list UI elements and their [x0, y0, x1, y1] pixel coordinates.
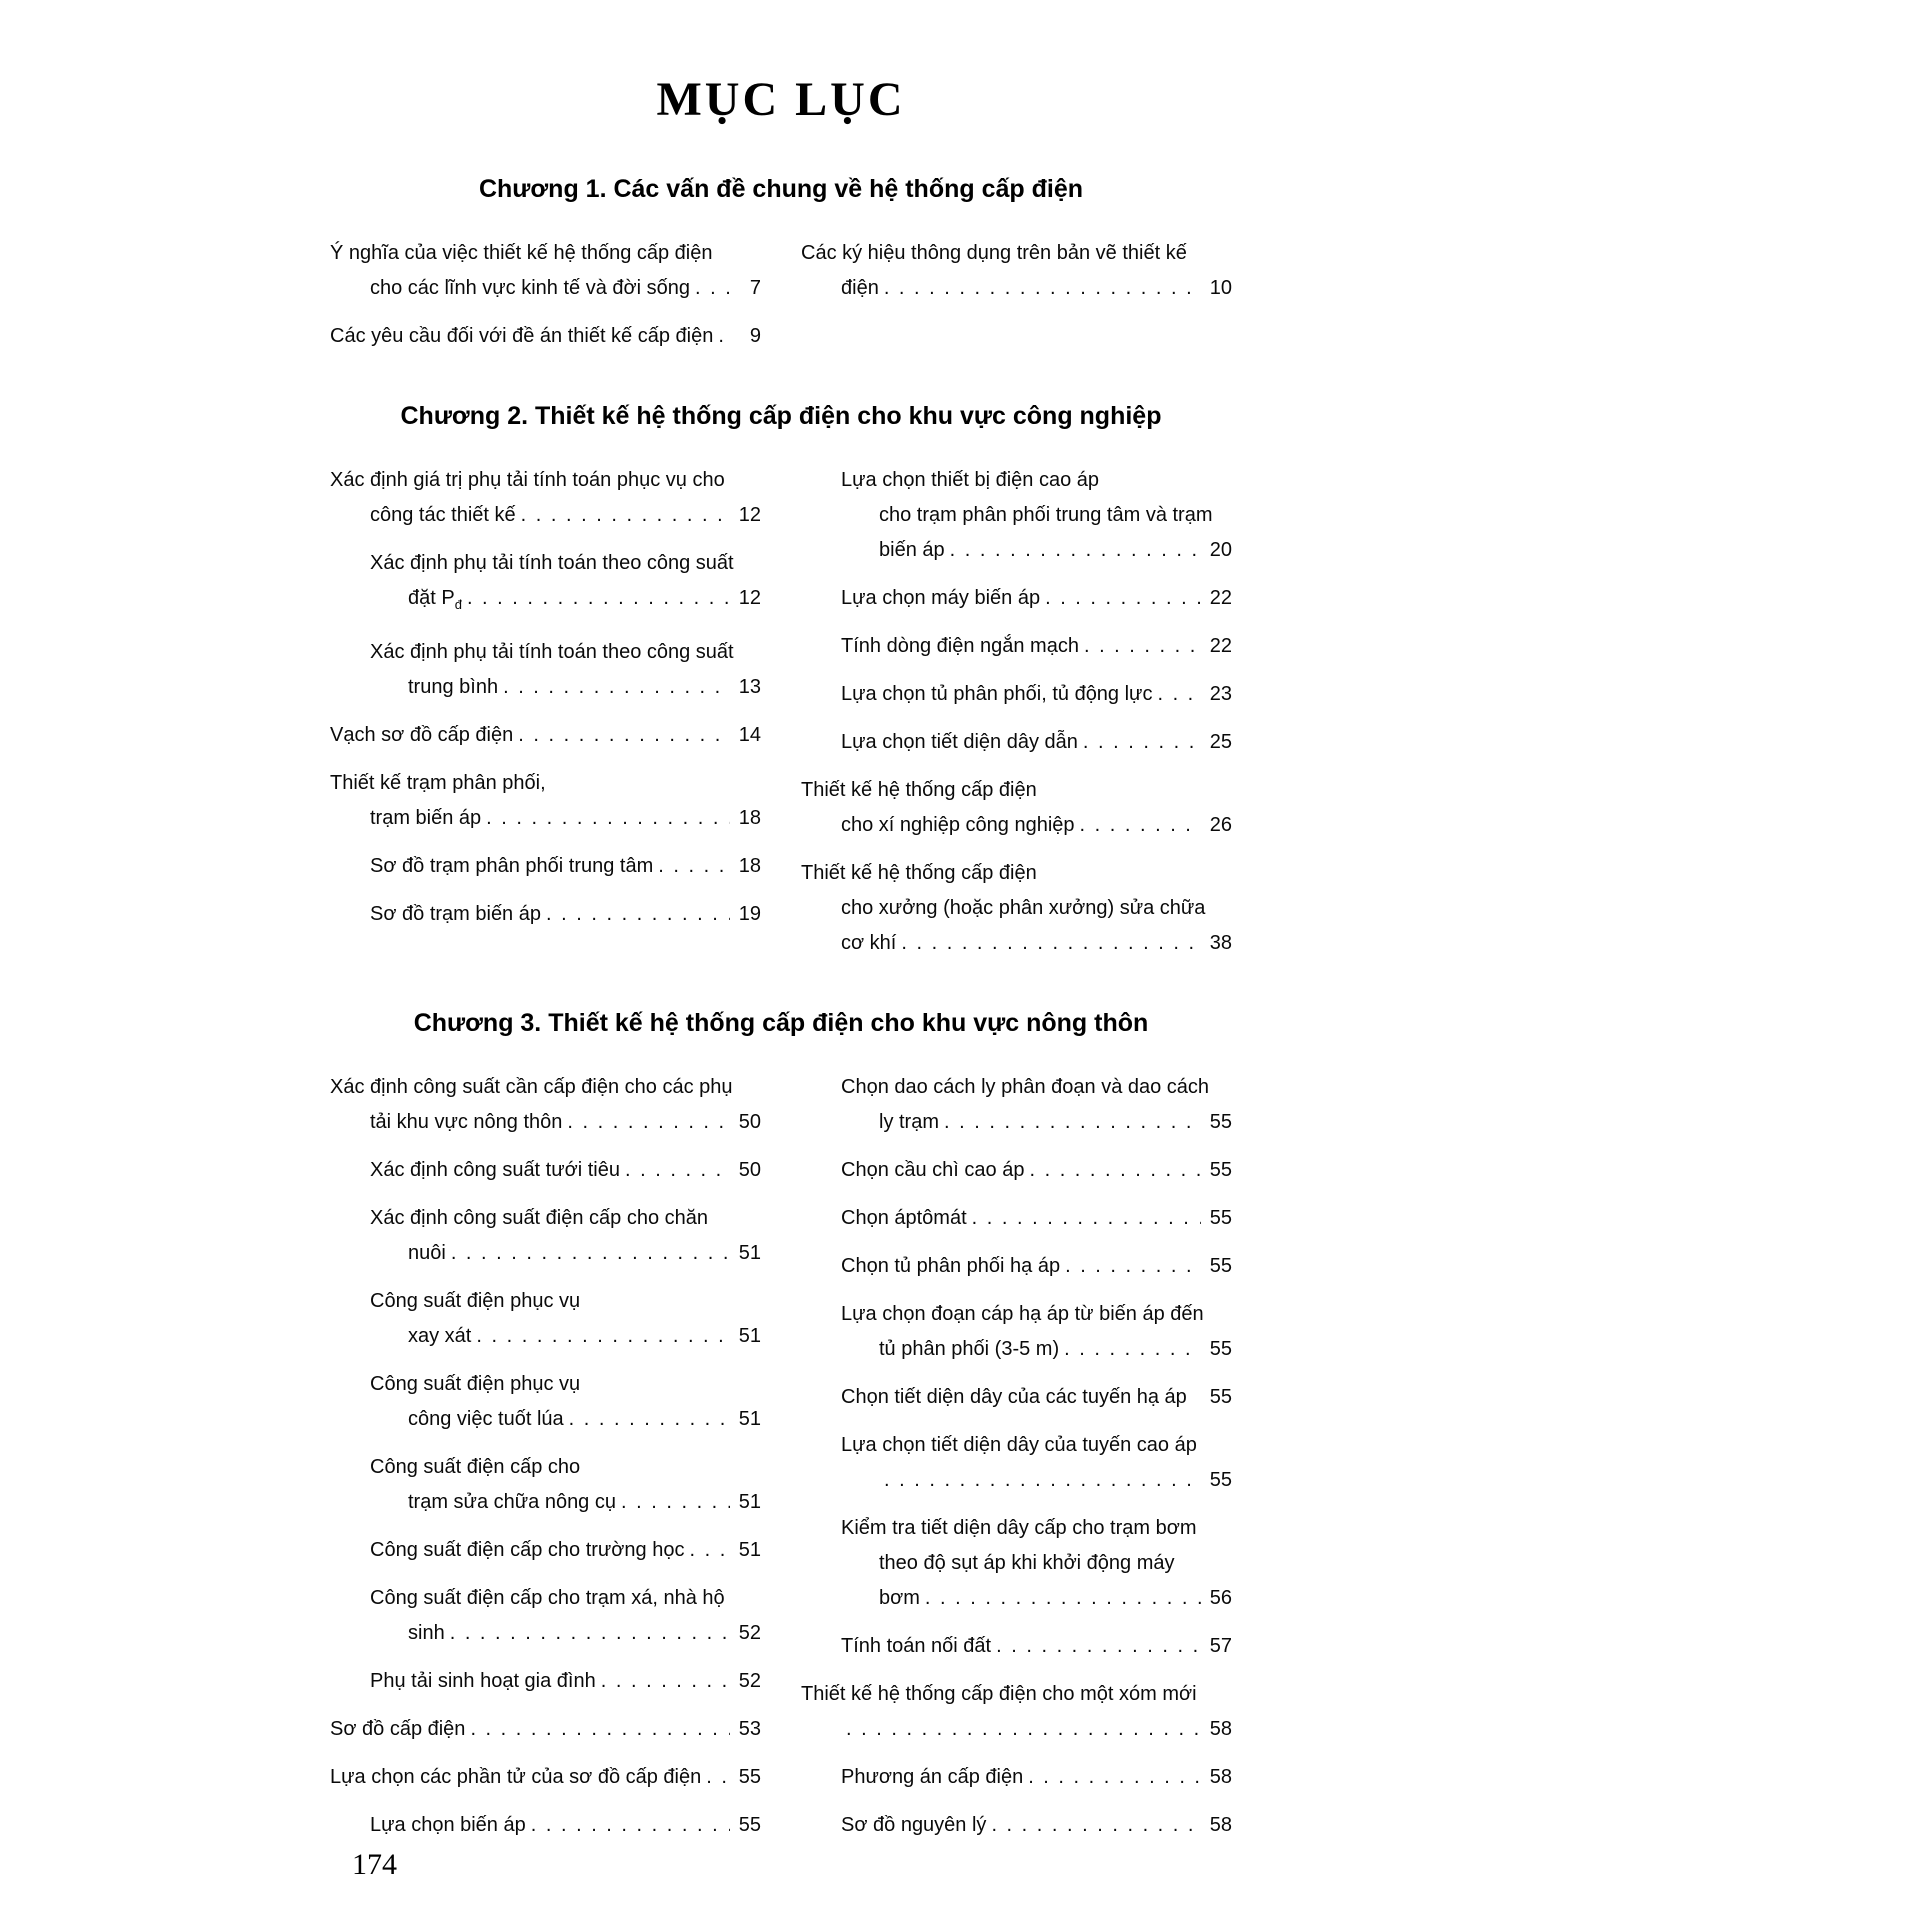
toc-line: [330, 1616, 761, 1651]
toc-line: [801, 463, 1232, 498]
toc-line-text: tải khu vực nông thôn: [370, 1111, 563, 1133]
toc-line: [801, 1297, 1232, 1332]
toc-line: [801, 891, 1232, 926]
toc-line: [330, 1664, 761, 1699]
toc-line-text: Lựa chọn máy biến áp: [841, 587, 1041, 609]
toc-line: [330, 1201, 761, 1236]
toc-page-number: 58: [1209, 1766, 1232, 1788]
dot-leader: [625, 1153, 730, 1188]
toc-line: [330, 581, 761, 622]
dot-leader: [944, 1105, 1201, 1140]
toc-entry: [801, 463, 1232, 568]
toc-entry: [330, 463, 761, 533]
toc-line-text: Xác định công suất tưới tiêu: [370, 1159, 620, 1181]
toc-page-number: 51: [738, 1539, 761, 1561]
dot-leader: [503, 670, 730, 705]
dot-leader: [601, 1664, 730, 1699]
dot-leader: [470, 1712, 730, 1747]
toc-line: [330, 1319, 761, 1354]
toc-line-text: bơm: [879, 1587, 920, 1609]
toc-line-text: biến áp: [879, 539, 945, 561]
toc-line-text: Xác định phụ tải tính toán theo công suất: [370, 552, 734, 574]
toc-line-text: điện: [841, 277, 879, 299]
toc-line-text: Lựa chọn tủ phân phối, tủ động lực: [841, 683, 1153, 705]
toc-entry: [801, 773, 1232, 843]
toc-line-text: Chọn áptômát: [841, 1207, 967, 1229]
toc-line-text: Công suất điện cấp cho trạm xá, nhà hộ: [370, 1587, 725, 1609]
toc-page-number: 57: [1209, 1635, 1232, 1657]
toc-line-text: trung bình: [408, 676, 499, 698]
toc-line-text: đặt $P_đ$: [408, 587, 462, 612]
dot-leader: [1083, 725, 1201, 760]
toc-line: [330, 1284, 761, 1319]
dot-leader: [486, 801, 730, 836]
toc-line: [801, 1380, 1232, 1415]
dot-leader: [901, 926, 1201, 961]
toc-page-number: 10: [1209, 277, 1232, 299]
toc-page-number: 38: [1209, 932, 1232, 954]
toc-line: [801, 926, 1232, 961]
toc-line: [801, 1808, 1232, 1843]
toc-entry: [801, 1380, 1232, 1415]
toc-entry: [330, 766, 761, 836]
toc-entry: [330, 1760, 761, 1795]
toc-line-text: Xác định giá trị phụ tải tính toán phục vụ cho: [330, 469, 725, 491]
toc-line: [801, 1581, 1232, 1616]
toc-line-text: xay xát: [408, 1325, 472, 1347]
toc-page-number: 50: [738, 1159, 761, 1181]
dot-leader: [972, 1201, 1201, 1236]
dot-leader: [925, 1581, 1201, 1616]
toc-chapters: [330, 175, 1232, 1843]
toc-line-text: nuôi: [408, 1242, 446, 1264]
toc-line-text: Ý nghĩa của việc thiết kế hệ thống cấp điện: [330, 242, 713, 264]
toc-line-text: Thiết kế hệ thống cấp điện: [801, 862, 1037, 884]
dot-leader: [991, 1808, 1201, 1843]
chapter-columns: [330, 463, 1232, 961]
dot-leader: [689, 1533, 730, 1568]
toc-line-text: cho xưởng (hoặc phân xưởng) sửa chữa: [841, 897, 1206, 919]
toc-page-number: 55: [1209, 1255, 1232, 1277]
footer-page-number: 174: [352, 1848, 397, 1881]
toc-line-text: Tính dòng điện ngắn mạch: [841, 635, 1079, 657]
toc-entry: [330, 1367, 761, 1437]
chapter-heading: Chương 1. Các vấn đề chung về hệ thống cấp điện: [478, 175, 1084, 203]
chapter-section-2: [330, 402, 1232, 961]
toc-line: [801, 1760, 1232, 1795]
toc-line: [801, 1463, 1232, 1498]
toc-page-number: 58: [1209, 1718, 1232, 1740]
toc-line: [330, 1236, 761, 1271]
toc-page-number: 19: [738, 903, 761, 925]
toc-line: [330, 801, 761, 836]
toc-line-text: Xác định phụ tải tính toán theo công suất: [370, 641, 734, 663]
toc-entry: [801, 1070, 1232, 1140]
toc-line: [330, 635, 761, 670]
toc-line: [801, 808, 1232, 843]
toc-line: [330, 319, 761, 354]
dot-leader: [1064, 1332, 1201, 1367]
toc-page-number: 22: [1209, 587, 1232, 609]
toc-line: [330, 1105, 761, 1140]
toc-page-number: 55: [1209, 1207, 1232, 1229]
dot-leader: [621, 1485, 730, 1520]
toc-page-number: 51: [738, 1408, 761, 1430]
dot-leader: [1045, 581, 1201, 616]
page-title: MỤC LỤC: [656, 73, 906, 126]
toc-entry: [801, 1511, 1232, 1616]
toc-line: [801, 533, 1232, 568]
dot-leader: [1028, 1760, 1201, 1795]
dot-leader: [1029, 1153, 1201, 1188]
dot-leader: [718, 319, 730, 354]
toc-line: [801, 236, 1232, 271]
toc-line: [330, 766, 761, 801]
chapter-columns: [330, 236, 1232, 354]
toc-line-text: Thiết kế trạm phân phối,: [330, 772, 546, 794]
toc-line: [330, 1402, 761, 1437]
toc-line-text: Lựa chọn các phần tử của sơ đồ cấp điện: [330, 1766, 702, 1788]
toc-page-number: 58: [1209, 1814, 1232, 1836]
dot-leader: [518, 718, 730, 753]
dot-leader: [546, 897, 730, 932]
toc-entry: [330, 1581, 761, 1651]
dot-leader: [996, 1629, 1201, 1664]
toc-entry: [330, 1712, 761, 1747]
toc-line: [330, 498, 761, 533]
toc-page-number: 26: [1209, 814, 1232, 836]
toc-page-number: 55: [1209, 1386, 1232, 1408]
toc-entry: [330, 1284, 761, 1354]
toc-entry: [330, 546, 761, 622]
toc-page-number: 52: [738, 1622, 761, 1644]
chapter-columns: [330, 1070, 1232, 1843]
toc-page-number: 12: [738, 504, 761, 526]
toc-entry: [801, 581, 1232, 616]
toc-page-number: 56: [1209, 1587, 1232, 1609]
toc-column-left: [330, 463, 761, 961]
chapter-section-1: [330, 175, 1232, 354]
dot-leader: [531, 1808, 730, 1843]
toc-entry: [330, 319, 761, 354]
toc-line-text: Tính toán nối đất: [841, 1635, 992, 1657]
toc-line: [801, 856, 1232, 891]
toc-line: [801, 1332, 1232, 1367]
toc-entry: [801, 1677, 1232, 1747]
toc-line-text: tủ phân phối (3-5 m): [879, 1338, 1060, 1360]
toc-page-number: 55: [1209, 1469, 1232, 1491]
toc-entry: [330, 1533, 761, 1568]
toc-line: [330, 1581, 761, 1616]
toc-page-number: 55: [738, 1814, 761, 1836]
toc-page-number: 9: [749, 325, 761, 347]
toc-line-text: Phụ tải sinh hoạt gia đình: [370, 1670, 596, 1692]
toc-entry: [801, 1249, 1232, 1284]
toc-page-number: 51: [738, 1242, 761, 1264]
toc-line: [801, 1511, 1232, 1546]
toc-column-right: [801, 1070, 1232, 1843]
toc-line: [330, 1153, 761, 1188]
toc-line-text: sinh: [408, 1622, 445, 1644]
toc-line-text: Kiểm tra tiết diện dây cấp cho trạm bơm: [841, 1517, 1197, 1539]
toc-page-number: 52: [738, 1670, 761, 1692]
dot-leader: [1080, 808, 1201, 843]
toc-line-text: trạm sửa chữa nông cụ: [408, 1491, 616, 1513]
toc-entry: [330, 849, 761, 884]
toc-page-number: 20: [1209, 539, 1232, 561]
toc-entry: [330, 236, 761, 306]
dot-leader: [706, 1760, 730, 1795]
toc-line-text: Phương án cấp điện: [841, 1766, 1024, 1788]
toc-column-left: [330, 236, 761, 354]
toc-line: [330, 718, 761, 753]
toc-line-text: trạm biến áp: [370, 807, 482, 829]
toc-line: [801, 1428, 1232, 1463]
dot-leader: [884, 1463, 1201, 1498]
toc-line-text: Sơ đồ trạm phân phối trung tâm: [370, 855, 654, 877]
toc-line: [330, 1808, 761, 1843]
chapter-heading: Chương 3. Thiết kế hệ thống cấp điện cho khu vực nông thôn: [413, 1009, 1149, 1037]
dot-leader: [695, 271, 730, 306]
toc-column-right: [801, 463, 1232, 961]
toc-page-number: 53: [738, 1718, 761, 1740]
toc-line: [801, 1070, 1232, 1105]
toc-entry: [801, 1760, 1232, 1795]
toc-page-number: 13: [738, 676, 761, 698]
toc-line-text: cho xí nghiệp công nghiệp: [841, 814, 1075, 836]
toc-line-text: Lựa chọn biến áp: [370, 1814, 526, 1836]
toc-line-text: Các ký hiệu thông dụng trên bản vẽ thiết kế: [801, 242, 1187, 264]
toc-line: [330, 1485, 761, 1520]
toc-line-text: Công suất điện cấp cho trường học: [370, 1539, 685, 1561]
dot-leader: [846, 1712, 1201, 1747]
toc-page-number: 55: [1209, 1159, 1232, 1181]
toc-line: [801, 773, 1232, 808]
toc-line: [801, 1105, 1232, 1140]
chapter-heading: Chương 2. Thiết kế hệ thống cấp điện cho khu vực công nghiệp: [400, 402, 1162, 430]
toc-line: [330, 1712, 761, 1747]
toc-line-text: Sơ đồ trạm biến áp: [370, 903, 541, 925]
toc-line: [801, 1249, 1232, 1284]
toc-page-number: 22: [1209, 635, 1232, 657]
toc-entry: [330, 1201, 761, 1271]
toc-line: [801, 1546, 1232, 1581]
toc-line-text: Công suất điện cấp cho: [370, 1456, 581, 1478]
toc-line: [801, 1677, 1232, 1712]
toc-line-text: cho các lĩnh vực kinh tế và đời sống: [370, 277, 690, 299]
toc-page-number: 18: [738, 807, 761, 829]
toc-entry: [801, 1201, 1232, 1236]
toc-line: [801, 1153, 1232, 1188]
toc-entry: [801, 236, 1232, 306]
toc-page-number: 51: [738, 1491, 761, 1513]
toc-line: [801, 1201, 1232, 1236]
toc-line: [330, 897, 761, 932]
toc-line-text: công việc tuốt lúa: [408, 1408, 564, 1430]
toc-column-right: [801, 236, 1232, 354]
toc-page-number: 55: [1209, 1111, 1232, 1133]
toc-line: [330, 670, 761, 705]
toc-entry: [801, 1153, 1232, 1188]
toc-line-text: Vạch sơ đồ cấp điện: [330, 724, 514, 746]
dot-leader: [567, 1105, 730, 1140]
toc-line-text: cho trạm phân phối trung tâm và trạm: [879, 504, 1213, 526]
toc-entry: [801, 1629, 1232, 1664]
toc-line-text: Công suất điện phục vụ: [370, 1373, 581, 1395]
dot-leader: [450, 1616, 730, 1651]
toc-line: [330, 236, 761, 271]
dot-leader: [476, 1319, 730, 1354]
toc-line-text: Thiết kế hệ thống cấp điện: [801, 779, 1037, 801]
toc-line: [801, 1629, 1232, 1664]
toc-entry: [330, 897, 761, 932]
toc-line: [330, 271, 761, 306]
toc-line-text: Lựa chọn đoạn cáp hạ áp từ biến áp đến: [841, 1303, 1204, 1325]
toc-page-number: 18: [738, 855, 761, 877]
toc-entry: [801, 629, 1232, 664]
toc-page-number: 23: [1209, 683, 1232, 705]
toc-line-text: Chọn tiết diện dây của các tuyến hạ áp: [841, 1386, 1187, 1408]
toc-page-number: 12: [738, 587, 761, 609]
toc-page-number: 50: [738, 1111, 761, 1133]
toc-line: [330, 546, 761, 581]
toc-line-text: Công suất điện phục vụ: [370, 1290, 581, 1312]
toc-line-text: công tác thiết kế: [370, 504, 516, 526]
toc-entry: [801, 677, 1232, 712]
dot-leader: [1084, 629, 1201, 664]
toc-line-text: cơ khí: [841, 932, 897, 954]
toc-line: [801, 629, 1232, 664]
toc-line: [330, 1760, 761, 1795]
toc-page-number: 14: [738, 724, 761, 746]
toc-entry: [801, 1808, 1232, 1843]
toc-page-number: 51: [738, 1325, 761, 1347]
toc-line-text: Lựa chọn tiết diện dây dẫn: [841, 731, 1078, 753]
toc-line: [330, 1367, 761, 1402]
toc-entry: [330, 1070, 761, 1140]
dot-leader: [884, 271, 1201, 306]
dot-leader: [569, 1402, 730, 1437]
subscript-text: đ: [454, 597, 462, 612]
toc-column-left: [330, 1070, 761, 1843]
toc-line-text: Xác định công suất điện cấp cho chăn: [370, 1207, 709, 1229]
dot-leader: [451, 1236, 730, 1271]
chapter-section-3: [330, 1009, 1232, 1843]
toc-entry: [330, 718, 761, 753]
toc-line: [801, 581, 1232, 616]
toc-line-text: Sơ đồ nguyên lý: [841, 1814, 987, 1836]
toc-line-text: Thiết kế hệ thống cấp điện cho một xóm mới: [801, 1683, 1197, 1705]
toc-line-text: Các yêu cầu đối với đề án thiết kế cấp điện: [330, 325, 714, 347]
dot-leader: [1065, 1249, 1201, 1284]
toc-entry: [801, 856, 1232, 961]
toc-entry: [330, 1808, 761, 1843]
toc-line: [801, 271, 1232, 306]
toc-line-text: ly trạm: [879, 1111, 939, 1133]
toc-entry: [801, 1428, 1232, 1498]
toc-line: [330, 463, 761, 498]
toc-line-text: theo độ sụt áp khi khởi động máy: [879, 1552, 1175, 1574]
toc-entry: [330, 635, 761, 705]
dot-leader: [1157, 677, 1201, 712]
toc-entry: [330, 1664, 761, 1699]
toc-line: [801, 677, 1232, 712]
toc-page-number: 7: [749, 277, 761, 299]
toc-line: [801, 725, 1232, 760]
toc-line: [330, 1070, 761, 1105]
toc-entry: [801, 1297, 1232, 1367]
toc-line: [330, 1533, 761, 1568]
toc-line-text: Chọn cầu chì cao áp: [841, 1159, 1025, 1181]
dot-leader: [467, 581, 730, 616]
toc-line-text: Lựa chọn thiết bị điện cao áp: [841, 469, 1100, 491]
toc-line: [801, 1712, 1232, 1747]
toc-page-number: 25: [1209, 731, 1232, 753]
dot-leader: [658, 849, 730, 884]
toc-line: [801, 498, 1232, 533]
toc-line-text: Lựa chọn tiết diện dây của tuyến cao áp: [841, 1434, 1197, 1456]
toc-line-text: Xác định công suất cần cấp điện cho các phụ: [330, 1076, 733, 1098]
dot-leader: [521, 498, 730, 533]
toc-line-text: Chọn dao cách ly phân đoạn và dao cách: [841, 1076, 1210, 1098]
toc-entry: [801, 725, 1232, 760]
toc-entry: [330, 1450, 761, 1520]
dot-leader: [950, 533, 1201, 568]
toc-line-text: Sơ đồ cấp điện: [330, 1718, 466, 1740]
toc-line: [330, 1450, 761, 1485]
toc-line: [330, 849, 761, 884]
toc-line-text: Chọn tủ phân phối hạ áp: [841, 1255, 1061, 1277]
toc-entry: [330, 1153, 761, 1188]
toc-page: [330, 0, 1232, 1843]
toc-page-number: 55: [1209, 1338, 1232, 1360]
toc-page-number: 55: [738, 1766, 761, 1788]
